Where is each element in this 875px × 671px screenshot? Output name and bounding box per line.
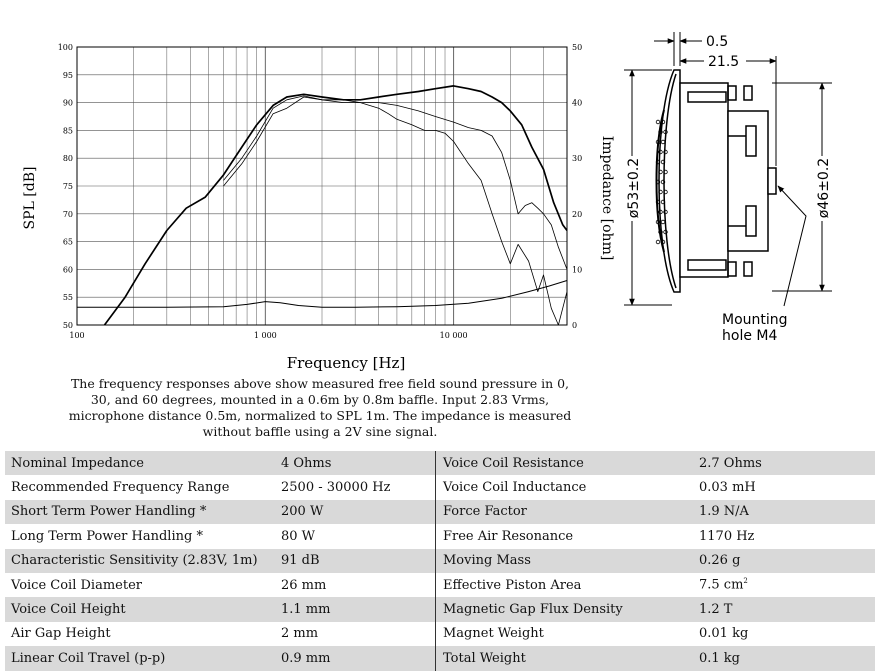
- y-tick-label: 95: [62, 70, 73, 80]
- y-tick-label: 70: [62, 209, 73, 219]
- spec-label: [5, 524, 275, 548]
- spec-value: [275, 549, 436, 573]
- spec-row: [5, 573, 875, 597]
- spec-value-text: 80 W: [281, 528, 316, 544]
- spec-value: [275, 597, 436, 621]
- spec-label: [436, 646, 694, 670]
- chart-tick-labels: [58, 43, 582, 340]
- y2-tick-label: 0: [572, 321, 578, 330]
- spl-curve: [224, 97, 568, 325]
- spec-label: [5, 573, 275, 597]
- spec-value-text: 4 Ohms: [281, 455, 332, 471]
- spec-value: [275, 475, 436, 499]
- spec-label: [5, 549, 275, 573]
- x-tick-label: 100: [69, 331, 85, 340]
- spec-label: [5, 597, 275, 621]
- y-tick-label: 80: [62, 154, 73, 164]
- spec-value-text: 0.01 kg: [699, 626, 749, 642]
- chart-caption: The frequency responses above show measured free field sound pressure in 0, 30, and 60 degrees, mounted in a 0.6m by 0.8m baffle. Input 2.83 Vrms, microphone distance 0.5m, normalized to SPL 1m. The impedance is measured without baffle using a 2V sine signal.: [68, 376, 572, 439]
- spec-row: [5, 524, 875, 548]
- y-tick-label: 55: [62, 293, 73, 303]
- spec-row: [5, 475, 875, 499]
- y2-tick-label: 20: [572, 209, 583, 219]
- spec-label: [436, 475, 694, 499]
- spec-label-text: Voice Coil Resistance: [443, 455, 584, 471]
- spec-row: [5, 622, 875, 646]
- perforation-hole: [656, 240, 660, 244]
- tweeter-dimension-drawing: [596, 26, 856, 356]
- x-tick-label: 10 000: [439, 331, 468, 340]
- dim-depth-label: 21.5: [708, 54, 740, 70]
- spec-value-text: 0.26 g: [699, 553, 741, 569]
- chart-grid: [77, 47, 567, 325]
- spec-value-text: 1.1 mm: [281, 602, 331, 618]
- y2-tick-label: 40: [572, 98, 583, 108]
- spec-row: [5, 549, 875, 573]
- spec-label: [436, 622, 694, 646]
- spec-value-text: 2.7 Ohms: [699, 455, 762, 471]
- y2-tick-label: 10: [572, 265, 583, 275]
- spec-row: [5, 646, 875, 670]
- spec-row: [5, 597, 875, 621]
- spec-label-text: Short Term Power Handling *: [11, 504, 207, 520]
- spec-value: [275, 500, 436, 524]
- spl-curve: [224, 96, 568, 270]
- y2-axis-label: Impedance [ohm]: [599, 135, 615, 261]
- y-tick-label: 75: [62, 182, 73, 191]
- spec-label-text: Force Factor: [443, 504, 527, 520]
- spec-label: [5, 622, 275, 646]
- y-tick-label: 85: [62, 126, 73, 136]
- x-tick-label: 1 000: [253, 331, 277, 340]
- spec-label: [436, 524, 694, 548]
- mounting-hole-size-label: hole M4: [722, 328, 778, 344]
- spec-value: [693, 524, 875, 548]
- dim-flange-label: 0.5: [706, 34, 729, 50]
- spec-label-text: Voice Coil Inductance: [443, 480, 587, 496]
- y2-tick-label: 50: [572, 43, 583, 52]
- spec-label-text: Nominal Impedance: [11, 455, 144, 471]
- y2-tick-label: 30: [572, 154, 583, 164]
- y-tick-label: 90: [62, 98, 73, 108]
- spec-value: [275, 451, 436, 475]
- y-tick-label: 50: [62, 321, 73, 330]
- dim-inner-label: ø46±0.2: [816, 157, 832, 219]
- y-axis-label: SPL [dB]: [22, 166, 38, 230]
- y-tick-label: 65: [62, 237, 73, 247]
- spec-value: [693, 549, 875, 573]
- spec-row: [5, 451, 875, 475]
- spec-label-text: Linear Coil Travel (p-p): [11, 650, 166, 666]
- spec-label: [5, 451, 275, 475]
- spec-label: [436, 597, 694, 621]
- spec-value: [693, 573, 875, 597]
- spec-value: [693, 500, 875, 524]
- mounting-hole-label: Mounting: [722, 312, 788, 328]
- spec-label-text: Moving Mass: [443, 553, 531, 569]
- y-tick-label: 100: [57, 43, 73, 52]
- spec-value: [275, 524, 436, 548]
- spec-value: [693, 475, 875, 499]
- perforation-hole: [656, 120, 660, 124]
- spec-label: [5, 475, 275, 499]
- tweeter-outline: [657, 70, 777, 292]
- spec-label-text: Free Air Resonance: [443, 528, 574, 544]
- spec-label: [5, 500, 275, 524]
- spec-value-text: 91 dB: [281, 553, 320, 569]
- spec-label: [436, 451, 694, 475]
- spec-label-text: Voice Coil Diameter: [11, 577, 142, 593]
- spec-value-text: 26 mm: [281, 577, 327, 593]
- spec-label-text: Air Gap Height: [11, 626, 111, 642]
- spec-label: [436, 573, 694, 597]
- spec-value: [275, 622, 436, 646]
- spec-value-text: 200 W: [281, 504, 324, 520]
- spec-value-text: 1170 Hz: [699, 528, 755, 544]
- unit-superscript: 2: [743, 577, 748, 586]
- y-tick-label: 60: [62, 265, 73, 275]
- spec-label-text: Long Term Power Handling *: [11, 528, 203, 544]
- frequency-response-chart: [0, 0, 615, 375]
- spec-value-text: 7.5 cm: [699, 577, 744, 593]
- spec-value-text: 0.9 mm: [281, 650, 331, 666]
- spec-value: [275, 573, 436, 597]
- spec-value-text: 2 mm: [281, 626, 319, 642]
- spec-value-text: 1.9 N/A: [699, 504, 749, 520]
- spec-label-text: Effective Piston Area: [443, 577, 582, 593]
- spec-label-text: Voice Coil Height: [11, 602, 126, 618]
- spec-value-text: 2500 - 30000 Hz: [281, 480, 391, 496]
- spec-value-text: 1.2 T: [699, 602, 733, 618]
- spl-curve: [105, 86, 568, 325]
- spec-label-text: Magnetic Gap Flux Density: [443, 602, 623, 618]
- spec-value: [693, 646, 875, 670]
- spec-label-text: Recommended Frequency Range: [11, 480, 230, 496]
- spec-label: [5, 646, 275, 670]
- dim-outer-label: ø53±0.2: [626, 157, 642, 219]
- spec-value: [693, 622, 875, 646]
- spec-label-text: Characteristic Sensitivity (2.83V, 1m): [11, 553, 258, 569]
- spec-value-text: 0.1 kg: [699, 650, 741, 666]
- spec-label-text: Total Weight: [443, 650, 526, 666]
- spec-label: [436, 500, 694, 524]
- spec-value: [693, 451, 875, 475]
- spec-value: [693, 597, 875, 621]
- spec-row: [5, 500, 875, 524]
- x-axis-label: Frequency [Hz]: [286, 354, 406, 372]
- spec-label-text: Magnet Weight: [443, 626, 544, 642]
- specifications-table: [5, 451, 875, 671]
- spec-label: [436, 549, 694, 573]
- spec-value-text: 0.03 mH: [699, 480, 756, 496]
- spec-value: [275, 646, 436, 670]
